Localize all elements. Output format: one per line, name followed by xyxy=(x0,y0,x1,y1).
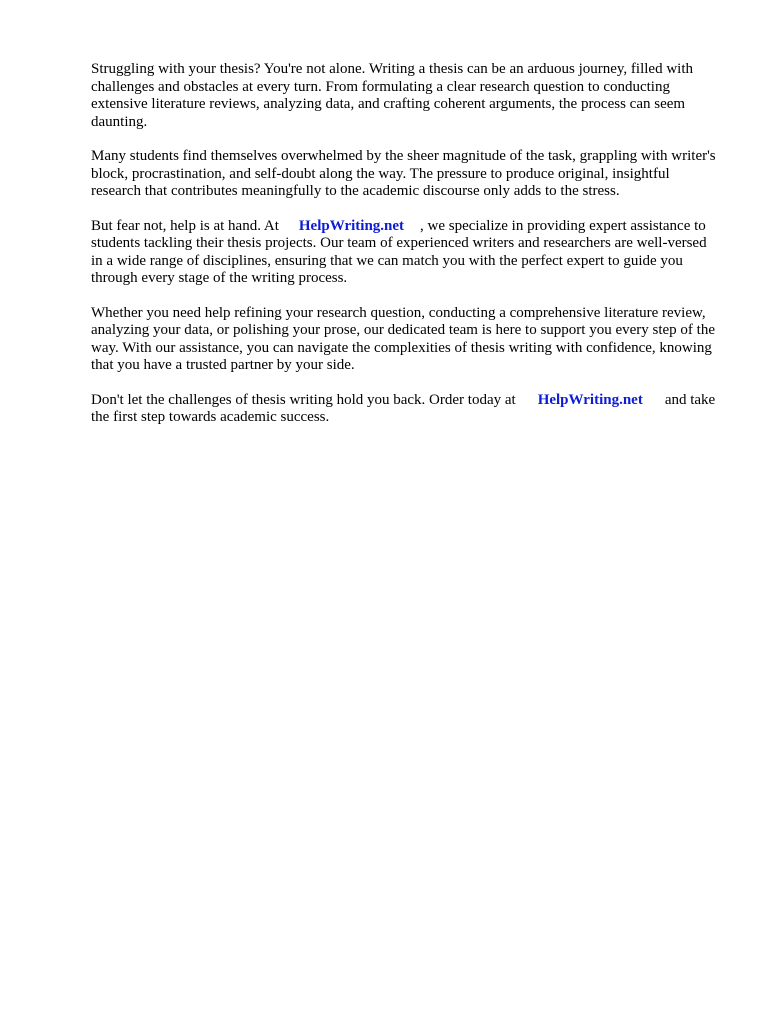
helpwriting-link[interactable]: HelpWriting.net xyxy=(298,217,405,234)
paragraph-cta-text-after: and take the first step towards academic success. xyxy=(91,391,716,425)
paragraph-cta-text-before: Don't let the challenges of thesis writing hold you back. Order today at xyxy=(91,391,516,408)
paragraph-struggles: Many students find themselves overwhelmed by the sheer magnitude of the task, grappling with writer's block, procrastination, and self-doubt along the way. The pressure to produce original, insightful research that contributes meaningfully to the academic discourse only adds to the stress. xyxy=(91,148,716,199)
paragraph-support: Whether you need help refining your research question, conducting a comprehensive literature review, analyzing your data, or polishing your prose, our dedicated team is here to support you every step of the way. With our assistance, you can navigate the complexities of thesis writing with confidence, knowing that you have a trusted partner by your side. xyxy=(91,304,715,373)
paragraph-help xyxy=(91,218,721,288)
paragraph-intro: Struggling with your thesis? You're not alone. Writing a thesis can be an arduous journey, filled with challenges and obstacles at every turn. From formulating a clear research question to conducting extensive literature reviews, analyzing data, and crafting coherent arguments, the process can seem daunting. xyxy=(91,61,694,130)
document-body xyxy=(91,61,721,444)
paragraph-cta xyxy=(91,392,721,427)
paragraph-help-text-before: But fear not, help is at hand. At xyxy=(91,217,279,234)
helpwriting-link-cta[interactable]: HelpWriting.net xyxy=(537,391,643,408)
paragraph-help-text-after: , we specialize in providing expert assistance to students tackling their thesis projects. Our team of experienced writers and researchers are well-versed in a wide range of disciplines, ensuring that we can match you with the perfect expert to guide you through every stage of the writing process. xyxy=(91,217,707,286)
